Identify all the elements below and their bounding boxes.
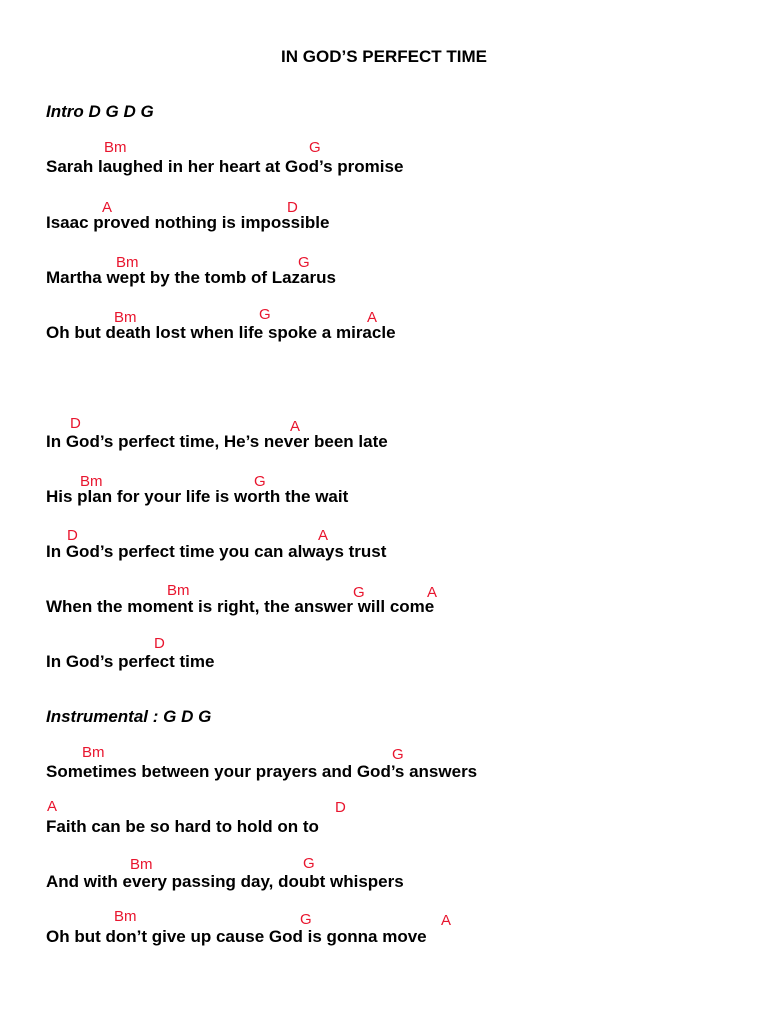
chord: Bm [104, 139, 127, 156]
lyric-line: Faith can be so hard to hold on to [46, 817, 319, 836]
chord: D [67, 527, 78, 544]
chord: A [441, 912, 452, 929]
song-title: IN GOD’S PERFECT TIME [281, 47, 487, 66]
lyric-line: Martha wept by the tomb of Lazarus [46, 268, 336, 287]
lyric-line: Sarah laughed in her heart at God’s promise [46, 157, 404, 176]
chord: Bm [80, 473, 103, 490]
lyric-line: Sometimes between your prayers and God’s answers [46, 762, 478, 781]
lyric-line: And with every passing day, doubt whispers [46, 872, 404, 891]
chord: G [309, 139, 321, 156]
lyric-line: His plan for your life is worth the wait [46, 487, 349, 506]
lyric-line: In God’s perfect time [46, 652, 215, 671]
chord: G [300, 911, 312, 928]
chord: D [287, 199, 298, 216]
lyric-line: Isaac proved nothing is impossible [46, 213, 330, 232]
chord: A [47, 798, 58, 815]
chord: Bm [167, 582, 190, 599]
intro-label: Intro D G D G [46, 102, 154, 121]
chord: G [254, 473, 266, 490]
instrumental-label: Instrumental : G D G [46, 707, 212, 726]
lyric-line: When the moment is right, the answer will come [46, 597, 435, 616]
chord: D [335, 799, 346, 816]
chord: G [259, 306, 271, 323]
chord: A [102, 199, 113, 216]
chord: D [154, 635, 165, 652]
chord: D [70, 415, 81, 432]
lyric-line: In God’s perfect time you can always trust [46, 542, 387, 561]
lyric-line: In God’s perfect time, He’s never been late [46, 432, 388, 451]
chord: A [427, 584, 438, 601]
chord: Bm [82, 744, 105, 761]
chord: A [318, 527, 329, 544]
lyric-line: Oh but death lost when life spoke a miracle [46, 323, 396, 342]
chord: G [303, 855, 315, 872]
chord: G [353, 584, 365, 601]
chord: Bm [114, 908, 137, 925]
chord: G [298, 254, 310, 271]
chord: A [367, 309, 378, 326]
lyric-line: Oh but don’t give up cause God is gonna move [46, 927, 427, 946]
chord: Bm [114, 309, 137, 326]
chord: Bm [116, 254, 139, 271]
chord: A [290, 418, 301, 435]
chord: G [392, 746, 404, 763]
chord: Bm [130, 856, 153, 873]
